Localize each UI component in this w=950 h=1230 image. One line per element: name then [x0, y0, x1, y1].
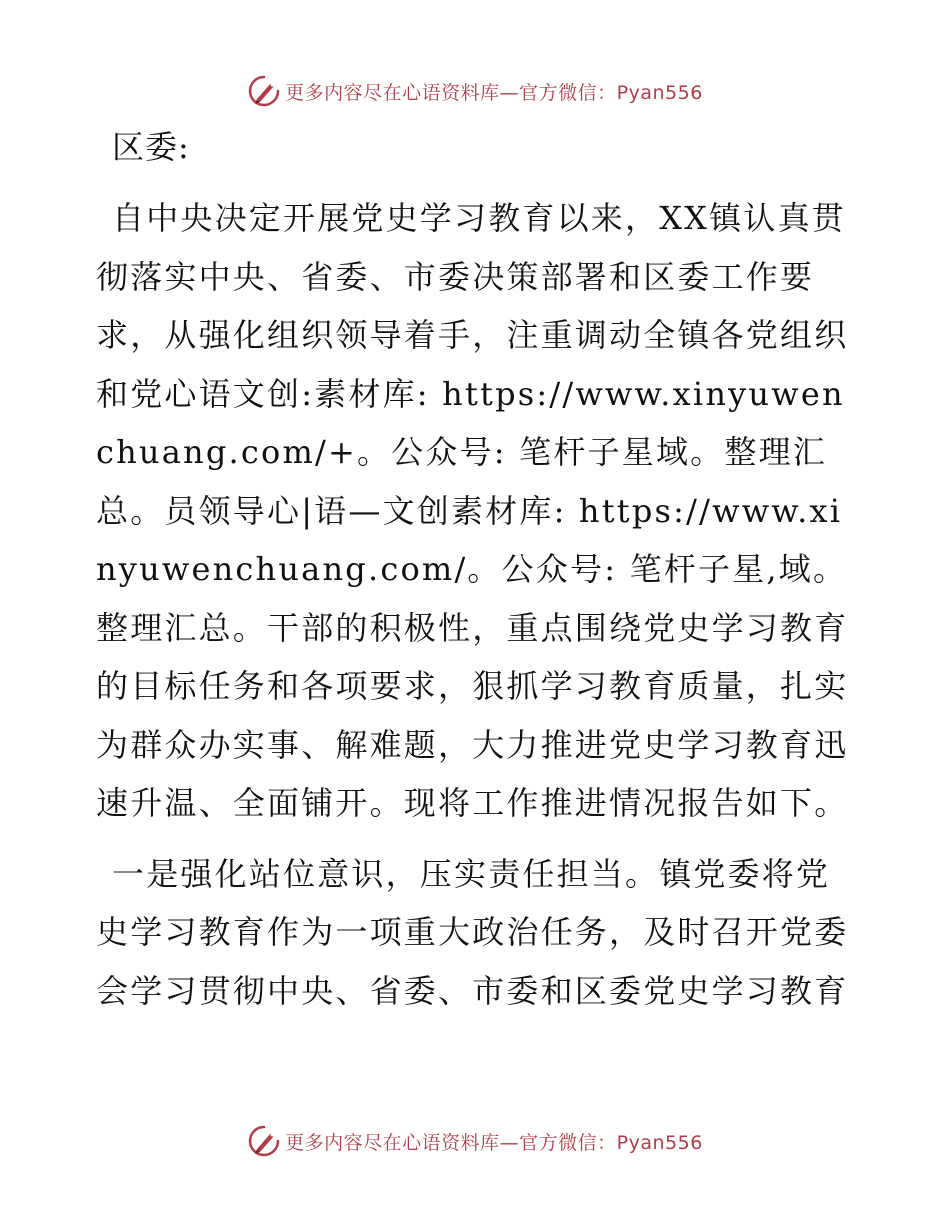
salutation: 区委: — [112, 128, 190, 166]
pen-logo-icon — [247, 74, 281, 108]
document-body — [96, 118, 856, 1032]
footer-watermark-banner — [0, 1121, 950, 1161]
header-watermark-banner — [0, 71, 950, 111]
paragraph: 一是强化站位意识，压实责任担当。镇党委将党史学习教育作为一项重大政治任务，及时召开党委会学习贯彻中央、省委、市委和区委党史学习教育 — [96, 854, 849, 1010]
paragraph: 自中央决定开展党史学习教育以来，XX镇认真贯彻落实中央、省委、市委决策部署和区委工作要求，从强化组织领导着手，注重调动全镇各党组织和党心语文创:素材库: https://www.xinyuwenchuang.com/+。公众号: 笔杆子星域。整理汇总。员领导心|语—文创素材库: https://www.xinyuwenchuang.com/。公众号: 笔杆子星,域。整理汇总。干部的积极性，重点围绕党史学习教育的目标任务和各项要求，狠抓学习教育质量，扎实为群众办实事、解难题，大力推进党史学习教育迅速升温、全面铺开。现将工作推进情况报告如下。 — [96, 199, 849, 822]
footer-watermark-text: 更多内容尽在心语资料库—官方微信：Pyan556 — [285, 1131, 703, 1154]
pen-logo-icon — [247, 1124, 281, 1158]
header-watermark-text: 更多内容尽在心语资料库—官方微信：Pyan556 — [285, 81, 703, 104]
